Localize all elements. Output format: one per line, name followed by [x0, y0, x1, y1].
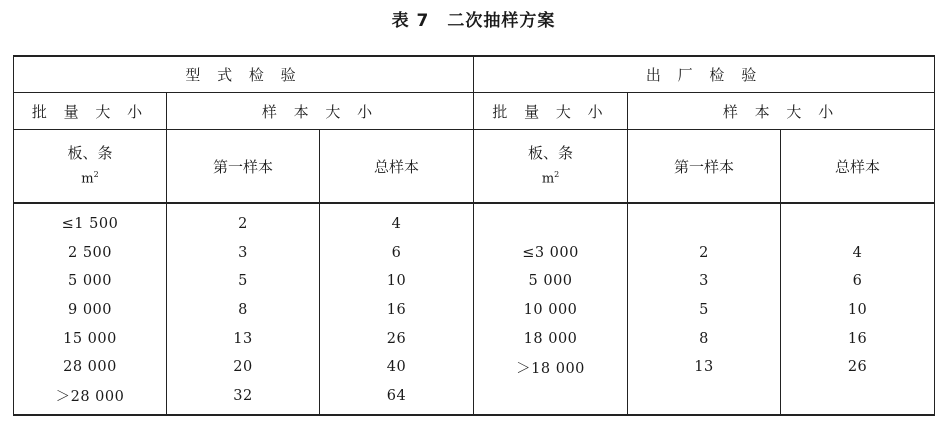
table-cell: 18 000 [474, 324, 628, 353]
unit-header-right [474, 130, 628, 204]
type-inspection-header: 型 式 检 验 [14, 56, 474, 93]
table-cell: 28 000 [14, 353, 167, 382]
unit-label-right: 板、条 [528, 143, 574, 162]
table-cell: 8 [167, 296, 320, 325]
table-row [14, 353, 935, 382]
table-cell: 10 [781, 296, 935, 325]
table-cell: 3 [628, 267, 781, 296]
table-cell: 13 [167, 324, 320, 353]
table-cell: 3 [167, 239, 320, 268]
sample-size-header-right: 样 本 大 小 [628, 93, 935, 130]
first-sample-header-left: 第一样本 [167, 130, 320, 204]
table-cell: 4 [320, 203, 474, 239]
table-cell: ≤1 500 [14, 203, 167, 239]
table-cell: 4 [781, 239, 935, 268]
factory-inspection-header: 出 厂 检 验 [474, 56, 935, 93]
unit-header-left [14, 130, 167, 204]
table-cell: 16 [320, 296, 474, 325]
table-row [14, 239, 935, 268]
table-cell: 15 000 [14, 324, 167, 353]
table-title: 表 7 二次抽样方案 [391, 11, 556, 31]
unit-label-left: 板、条 [67, 143, 113, 162]
table-row [14, 203, 935, 239]
table-cell: 20 [167, 353, 320, 382]
table-cell: 16 [781, 324, 935, 353]
table-row [14, 267, 935, 296]
table-cell [474, 203, 628, 239]
table-row [14, 324, 935, 353]
table-cell: 26 [781, 353, 935, 382]
table-cell: 2 [167, 203, 320, 239]
table-row [14, 382, 935, 416]
table-cell: 6 [320, 239, 474, 268]
table-cell: 64 [320, 382, 474, 416]
table-cell: 5 [167, 267, 320, 296]
table-cell [474, 382, 628, 416]
sample-size-header-left: 样 本 大 小 [167, 93, 474, 130]
table-cell: 10 000 [474, 296, 628, 325]
batch-size-header-right: 批 量 大 小 [474, 93, 628, 130]
table-cell: 2 500 [14, 239, 167, 268]
unit-right: $m^2$ [541, 169, 560, 187]
table-cell [628, 382, 781, 416]
table-cell: 9 000 [14, 296, 167, 325]
table-cell: 13 [628, 353, 781, 382]
table-cell: 5 000 [14, 267, 167, 296]
table-row [14, 296, 935, 325]
table-cell: 26 [320, 324, 474, 353]
table-cell: 5 000 [474, 267, 628, 296]
table-cell: ≤3 000 [474, 239, 628, 268]
table-cell: 8 [628, 324, 781, 353]
table-cell: 40 [320, 353, 474, 382]
table-cell [781, 203, 935, 239]
unit-left: $m^2$ [81, 169, 99, 187]
table-cell: 5 [628, 296, 781, 325]
table-cell: 32 [167, 382, 320, 416]
batch-size-header-left: 批 量 大 小 [14, 93, 167, 130]
table-cell: ＞18 000 [474, 353, 628, 382]
table-cell: 2 [628, 239, 781, 268]
sampling-plan-table [13, 55, 935, 416]
table-cell [781, 382, 935, 416]
table-cell: 6 [781, 267, 935, 296]
first-sample-header-right: 第一样本 [628, 130, 781, 204]
total-sample-header-right: 总样本 [781, 130, 935, 204]
total-sample-header-left: 总样本 [320, 130, 474, 204]
table-cell: ＞28 000 [14, 382, 167, 416]
table-cell: 10 [320, 267, 474, 296]
table-cell [628, 203, 781, 239]
